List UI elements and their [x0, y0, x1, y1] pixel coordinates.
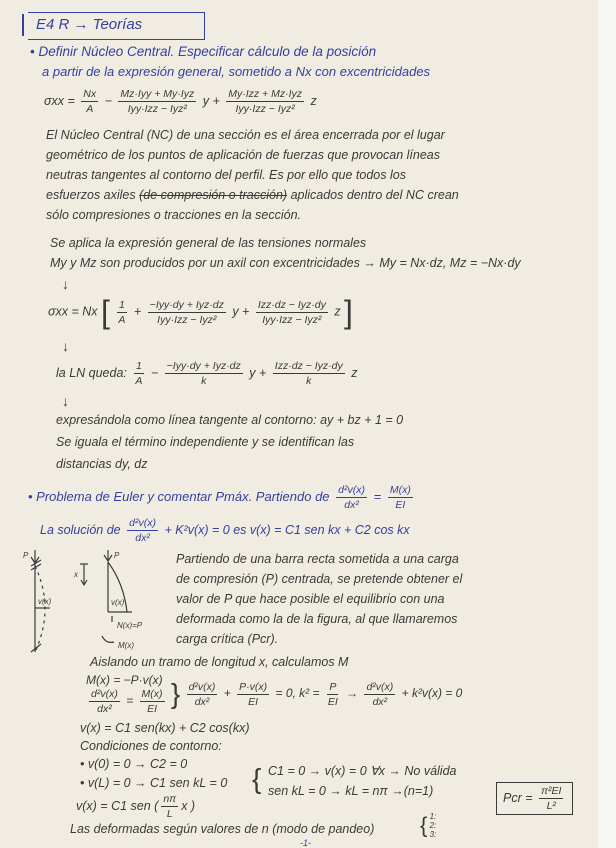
denominator: k [306, 375, 312, 387]
operator: − [104, 93, 112, 108]
diagram-label-m: M(x) [118, 641, 134, 650]
text: esfuerzos axiles [46, 188, 136, 202]
denominator: Iyy·Izz − Iyz² [157, 313, 217, 326]
numerator: d²v(x) [366, 680, 394, 693]
description-line: carga crítica (Pcr). [176, 632, 279, 646]
operator: + [242, 304, 250, 319]
text: aplicados dentro del NC crean [287, 188, 459, 202]
section2-heading [28, 484, 416, 511]
denominator: Iyy·Izz − Iyz² [262, 313, 322, 326]
section1-heading-cont: a partir de la expresión general, sometido a Nx con excentricidades [42, 64, 431, 79]
moment-arrow [102, 636, 114, 642]
denominator: A [118, 313, 126, 326]
variable: z [351, 365, 358, 380]
text: + K²v(x) = 0 es v(x) = C1 sen kx + C2 cos kx [164, 522, 410, 537]
denominator: EI [395, 499, 406, 511]
down-arrow-icon: ↓ [62, 338, 69, 354]
variable: z [334, 304, 341, 319]
page-title: E4 R → Teorías [36, 16, 143, 33]
fraction [237, 681, 269, 708]
text: La solución de [40, 522, 121, 537]
fraction [140, 688, 165, 715]
critical-load-box [496, 782, 573, 815]
variable: z [310, 93, 317, 108]
denominator: dx² [344, 499, 359, 511]
numerator: 1 [135, 360, 142, 372]
operator: − [150, 365, 159, 380]
struck-text: (de compresión o tracción) [139, 188, 288, 202]
paragraph-line: neutras tangentes al contorno del perfil. Es por ello que todos los [46, 168, 406, 182]
numerator: d²v(x) [129, 517, 156, 529]
fraction [273, 360, 345, 387]
fraction [127, 517, 158, 544]
fraction [81, 88, 98, 115]
paragraph-line: sólo compresiones o tracciones en la sección. [46, 208, 301, 222]
denominator: dx² [97, 703, 112, 715]
numerator: Izz·dz − Iyz·dy [257, 298, 326, 311]
numerator: Izz·dz − Iyz·dy [274, 360, 343, 372]
fraction [226, 88, 304, 115]
diagram-label-p: P [23, 551, 29, 560]
denominator: EI [248, 695, 259, 708]
denominator: L [166, 808, 173, 820]
text: + k²v(x) = 0 [401, 686, 463, 701]
denominator: Iyy·Izz − Iyz² [127, 103, 187, 115]
diagram-label-vx: v(x) [38, 597, 52, 606]
bracket-open: [ [101, 294, 110, 330]
text-line: My y Mz son producidos por un axil con excentricidades → My = Nx·dz, Mz = −Nx·dy [50, 256, 521, 270]
numerator: d²v(x) [188, 680, 216, 693]
denominator: Iyy·Izz − Iyz² [235, 103, 295, 115]
numerator: P·v(x) [239, 680, 268, 693]
denominator: dx² [372, 695, 388, 708]
text-line: Se aplica la expresión general de las tensiones normales [50, 236, 367, 250]
brace: } [170, 678, 181, 709]
bracket-close: ] [344, 294, 353, 330]
denominator: dx² [135, 532, 150, 544]
variable: y [202, 93, 209, 108]
text-line: Condiciones de contorno: [80, 739, 222, 753]
fraction [336, 484, 367, 511]
numerator: M(x) [141, 688, 163, 700]
down-arrow-icon: ↓ [62, 393, 69, 409]
operator: + [212, 93, 220, 108]
equation: M(x) = −P·v(x) [86, 673, 163, 687]
text: v(x) = C1 sen ( [76, 798, 159, 813]
case-line: C1 = 0 → v(x) = 0 ∀x → No válida [268, 764, 457, 778]
operator: = [373, 488, 382, 504]
description-line: Partiendo de una barra recta sometida a una carga [176, 552, 459, 566]
paragraph-line: El Núcleo Central (NC) de una sección es el área encerrada por el lugar [46, 128, 445, 142]
fraction [256, 299, 328, 326]
fraction [148, 299, 226, 326]
text: • Problema de Euler y comentar Pmáx. Partiendo de [28, 488, 330, 504]
text: x ) [181, 798, 196, 813]
numerator: nπ [163, 793, 177, 805]
text-line: • v(L) = 0 → C1 sen kL = 0 [80, 776, 228, 790]
fraction [364, 681, 395, 708]
denominator: A [135, 375, 143, 387]
euler-solution-line [40, 517, 410, 544]
description-line: valor de P que hace posible el equilibrio con una [176, 592, 445, 606]
fraction [539, 785, 563, 812]
fraction [165, 360, 243, 387]
denominator: A [86, 103, 94, 115]
denominator: EI [327, 695, 338, 708]
fraction [326, 681, 340, 708]
variable: y [249, 365, 256, 380]
mode-item: 1: [429, 812, 437, 821]
numerator: d²v(x) [91, 688, 118, 700]
denominator: k [201, 375, 207, 387]
operator: + [223, 686, 231, 701]
text-line: • v(0) = 0 → C2 = 0 [80, 757, 188, 771]
denominator: dx² [194, 695, 210, 708]
text-line: Las deformadas según valores de n (modo de pandeo) [70, 822, 375, 836]
paragraph-line [46, 188, 459, 203]
down-arrow-icon: ↓ [62, 276, 69, 292]
variable: y [232, 304, 239, 319]
diagram-label-p: P [114, 551, 120, 560]
description-line: deformada como la de la figura, al que llamaremos [176, 612, 458, 626]
fraction [388, 484, 413, 511]
operator: = [126, 693, 134, 708]
numerator: Mz·Iyy + My·Iyz [120, 88, 195, 100]
modes [430, 812, 437, 839]
formula-sigma-general [44, 88, 317, 115]
buckling-modes-list [420, 812, 436, 839]
formula-sigma-eccentric [48, 296, 353, 328]
case-line: sen kL = 0 → kL = nπ →(n=1) [268, 784, 434, 798]
numerator: −Iyy·dy + Iyz·dz [166, 360, 241, 372]
paragraph-line: geométrico de los puntos de aplicación de fuerzas que provocan líneas [46, 148, 441, 162]
denominator: EI [147, 703, 157, 715]
formula-lhs: σxx = [44, 93, 79, 108]
support-hatch-bottom [31, 644, 41, 652]
deformed-shape [35, 566, 45, 652]
numerator: My·Izz + Mz·Iyz [228, 88, 303, 100]
formula-neutral-line [56, 360, 358, 387]
text-line: v(x) = C1 sen(kx) + C2 cos(kx) [80, 721, 250, 735]
fraction [133, 360, 144, 387]
brace: { [420, 812, 428, 838]
description-line: de compresión (P) centrada, se pretende obtener el [176, 572, 463, 586]
operator: + [133, 304, 142, 319]
operator: + [259, 365, 267, 380]
title-bar [22, 14, 24, 36]
text-line: Se iguala el término independiente y se identifican las [56, 435, 355, 449]
diagram-label-v: v(x) [111, 598, 125, 607]
critical-load-formula [496, 782, 573, 815]
numerator: P [329, 680, 337, 693]
text: = 0, k² = [275, 686, 320, 701]
numerator: π²EI [541, 785, 562, 797]
text-line: distancias dy, dz [56, 457, 148, 471]
arrow-icon: → [346, 686, 359, 701]
brace: { [252, 763, 262, 794]
text-line [76, 793, 195, 820]
numerator: Nx [83, 88, 97, 100]
text-line: expresándola como línea tangente al contorno: ay + bz + 1 = 0 [56, 413, 404, 427]
fraction [118, 88, 196, 115]
fraction [187, 681, 218, 708]
text-line: Aislando un tramo de longitud x, calculamos M [90, 655, 349, 669]
formula-lhs: la LN queda: [56, 365, 127, 380]
moment-system [86, 673, 462, 715]
diagram-label-x: x [74, 570, 78, 579]
fraction [161, 793, 178, 820]
fraction [89, 688, 120, 715]
buckling-diagram [22, 550, 170, 654]
page-number: -1- [300, 838, 311, 848]
section1-heading: • Definir Núcleo Central. Especificar cálculo de la posición [30, 44, 377, 59]
diagram-label-n: N(x)=P [117, 621, 143, 630]
numerator: −Iyy·dy + Iyz·dz [149, 298, 224, 311]
formula-lhs: σxx = Nx [48, 304, 98, 319]
fraction [116, 299, 127, 326]
mode-item: 3: [429, 830, 437, 839]
denominator: L² [546, 800, 556, 812]
equation [86, 688, 168, 715]
numerator: d²v(x) [338, 484, 366, 496]
system-left [86, 673, 168, 715]
numerator: 1 [119, 298, 125, 311]
page-edge [598, 0, 616, 848]
numerator: M(x) [389, 484, 411, 496]
mode-item: 2: [429, 821, 437, 830]
text: Pcr = [503, 790, 533, 805]
